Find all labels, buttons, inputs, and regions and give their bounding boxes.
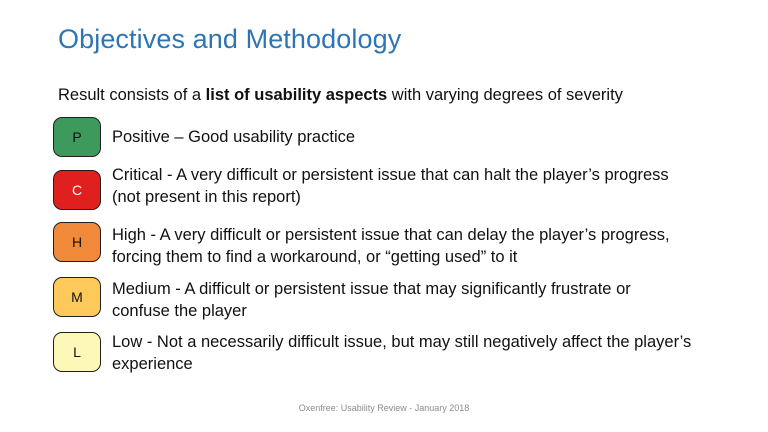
severity-letter: C [71, 182, 83, 198]
slide-footer: Oxenfree: Usability Review - January 2018 [298, 403, 470, 413]
severity-description-medium [112, 278, 752, 322]
severity-letter: L [73, 344, 81, 360]
severity-line: confuse the player [112, 302, 247, 320]
severity-line: experience [112, 355, 193, 373]
severity-line: (not present in this report) [112, 188, 301, 206]
intro-bold: list of usability aspects [205, 86, 388, 104]
severity-line: Low - Not a necessarily difficult issue, but may still negatively affect the player’s [112, 333, 692, 351]
intro-sentence [58, 86, 623, 105]
severity-description-positive [112, 126, 752, 148]
severity-badge-low [53, 332, 101, 372]
severity-badge-critical [53, 170, 101, 210]
severity-line: Medium - A difficult or persistent issue that may significantly frustrate or [112, 280, 631, 298]
severity-line: forcing them to find a workaround, or “getting used” to it [112, 248, 518, 266]
severity-letter: P [72, 129, 82, 145]
intro-prefix: Result consists of a [58, 86, 206, 104]
severity-line: Critical - A very difficult or persistent issue that can halt the player’s progress [112, 166, 669, 184]
severity-description-high [112, 224, 752, 268]
severity-line: Positive – Good usability practice [112, 128, 356, 146]
severity-description-critical [112, 164, 752, 208]
severity-description-low [112, 331, 752, 375]
severity-letter: H [71, 234, 83, 250]
severity-line: High - A very difficult or persistent issue that can delay the player’s progress, [112, 226, 670, 244]
severity-letter: M [71, 289, 83, 305]
slide-title: Objectives and Methodology [58, 24, 402, 54]
severity-badge-high [53, 222, 101, 262]
severity-badge-medium [53, 277, 101, 317]
intro-suffix: with varying degrees of severity [387, 86, 623, 104]
severity-badge-positive [53, 117, 101, 157]
